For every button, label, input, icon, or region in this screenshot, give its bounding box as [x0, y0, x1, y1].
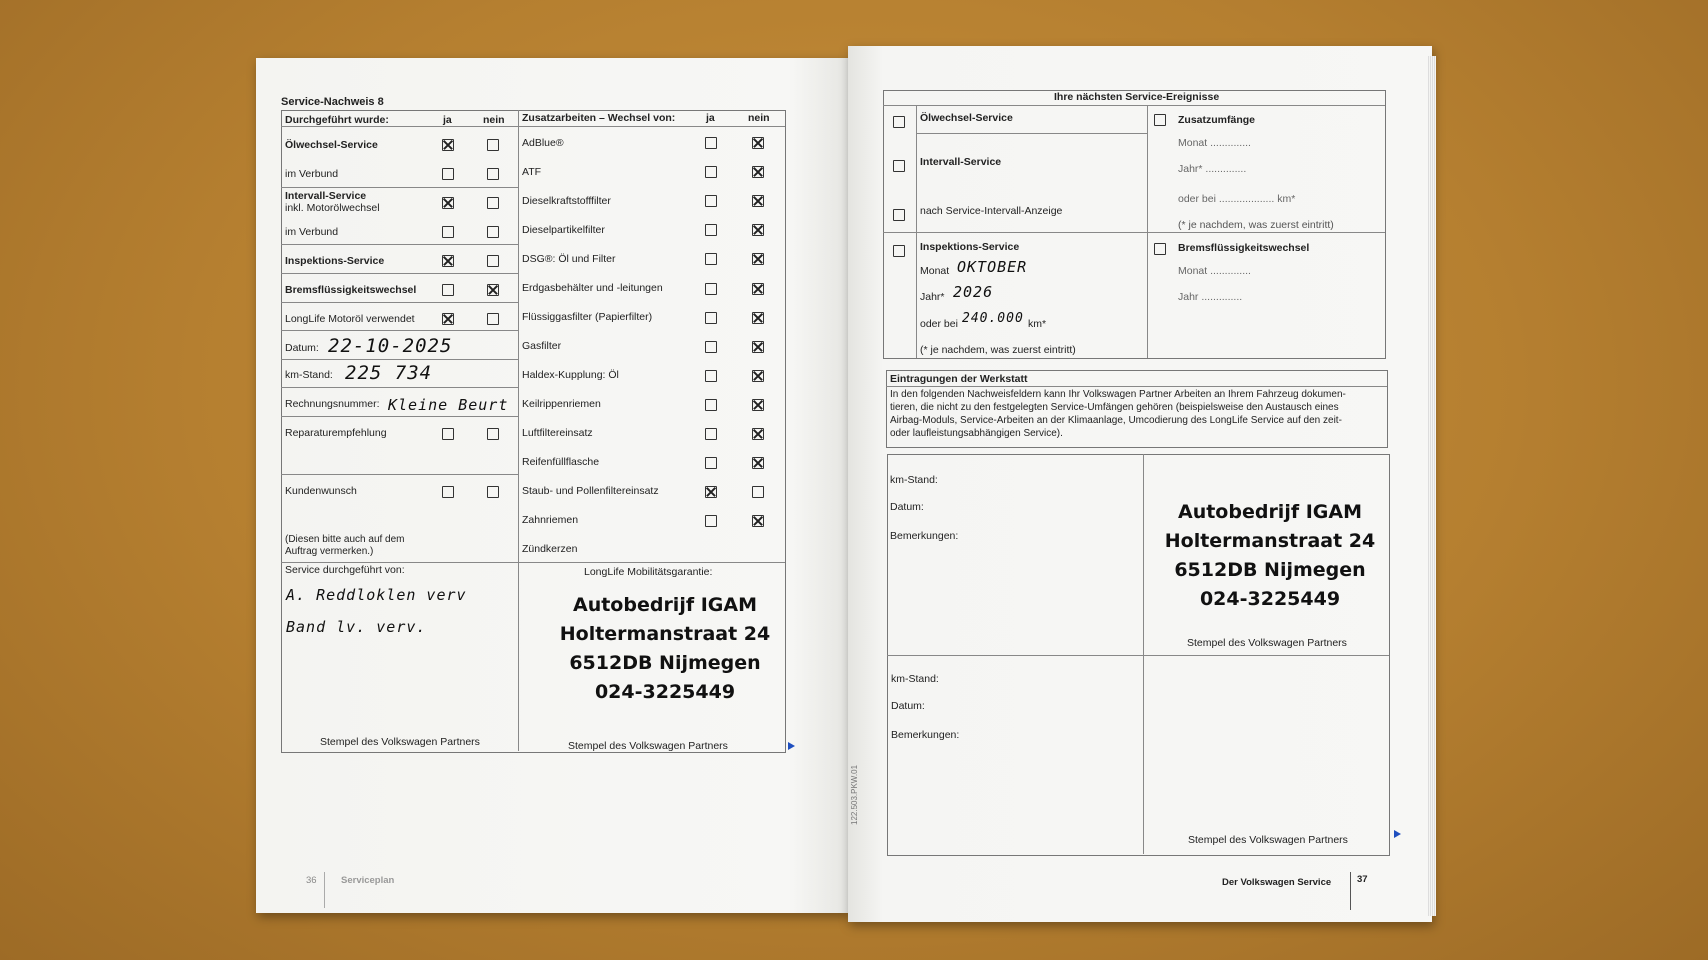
checkbox-nein[interactable] — [752, 253, 764, 265]
service-by-label: Service durchgeführt von: — [285, 564, 405, 576]
zusatz-jahr: Jahr* .............. — [1178, 163, 1247, 175]
row-label: Luftfiltereinsatz — [522, 427, 593, 439]
row-label: Staub- und Pollenfiltereinsatz — [522, 485, 659, 497]
row-divider — [281, 387, 518, 388]
side-code: 122.503.PKW.01 — [850, 764, 859, 825]
row-divider — [281, 474, 518, 475]
intervall-label: Intervall-Service — [920, 156, 1002, 168]
footer-text: Serviceplan — [341, 875, 395, 886]
right-col-header: Zusatzarbeiten – Wechsel von: — [522, 112, 676, 124]
nein-header: nein — [483, 114, 505, 126]
header-divider — [281, 126, 785, 127]
row-sublabel: inkl. Motorölwechsel — [285, 202, 380, 214]
eintrag-text-line: oder laufleistungsabhängigen Service). — [890, 428, 1063, 439]
checkbox-ja[interactable] — [705, 370, 717, 382]
row-divider — [281, 273, 518, 274]
footer-text: Der Volkswagen Service — [1222, 877, 1332, 888]
stamp-caption: Stempel des Volkswagen Partners — [320, 736, 480, 748]
workshop-stamp — [1145, 498, 1395, 614]
checkbox-ja[interactable] — [442, 284, 454, 296]
row-label: Zündkerzen — [522, 543, 578, 555]
checkbox-ja[interactable] — [705, 166, 717, 178]
checkbox-nein[interactable] — [487, 255, 499, 267]
checkbox-nein[interactable] — [752, 370, 764, 382]
inspektion-label: Inspektions-Service — [920, 241, 1020, 253]
brems-monat: Monat .............. — [1178, 265, 1251, 277]
row-divider — [281, 359, 518, 360]
row-label: Zahnriemen — [522, 514, 579, 526]
row-label: Erdgasbehälter und -leitungen — [522, 282, 663, 294]
row-label: Reifenfüllflasche — [522, 456, 600, 468]
row-label: AdBlue® — [522, 137, 564, 149]
datum-label: Datum: — [890, 501, 924, 513]
datum-value[interactable]: 22-10-2025 — [328, 335, 453, 357]
km-label: km-Stand: — [890, 474, 938, 486]
km-value[interactable]: 225 734 — [345, 362, 433, 384]
checkbox-ja[interactable] — [442, 486, 454, 498]
checkbox-ja[interactable] — [705, 399, 717, 411]
km-label: km-Stand: — [891, 673, 939, 685]
bemerk-label: Bemerkungen: — [891, 729, 960, 741]
next-arrow-icon — [1394, 830, 1401, 838]
row-label: im Verbund — [285, 168, 339, 180]
checkbox-nein[interactable] — [752, 457, 764, 469]
row-label: Gasfilter — [522, 340, 562, 352]
checkbox-nein[interactable] — [487, 284, 499, 296]
column-divider — [518, 110, 519, 751]
zusatz-je: (* je nachdem, was zuerst eintritt) — [1178, 219, 1334, 231]
checkbox-nein[interactable] — [752, 486, 764, 498]
row-label: ATF — [522, 166, 542, 178]
checkbox-nach-anzeige[interactable] — [893, 209, 905, 221]
checkbox-ja[interactable] — [705, 283, 717, 295]
header-divider — [886, 386, 1387, 387]
checkbox-nein[interactable] — [752, 137, 764, 149]
page-edge — [1428, 56, 1436, 916]
row-divider — [883, 232, 1385, 233]
stamp-caption: Stempel des Volkswagen Partners — [568, 740, 728, 752]
eintrag-text-line: Airbag-Moduls, Service-Arbeiten an der Klimaanlage, Umcodierung des LongLife Service auf den zeit- — [890, 415, 1342, 426]
zusatz-label: Zusatzumfänge — [1178, 114, 1256, 126]
row-label: LongLife Motoröl verwendet — [285, 313, 415, 325]
checkbox-ja[interactable] — [705, 195, 717, 207]
page-title: Service-Nachweis 8 — [281, 96, 384, 108]
nach-anzeige-label: nach Service-Intervall-Anzeige — [920, 205, 1063, 217]
checkbox-nein[interactable] — [752, 428, 764, 440]
checkbox-oelwechsel[interactable] — [893, 116, 905, 128]
monat-value[interactable]: OKTOBER — [957, 258, 1028, 276]
nein-header: nein — [748, 112, 770, 124]
eintrag-text-line: In den folgenden Nachweisfeldern kann Ihr Volkswagen Partner Arbeiten an Ihrem Fahrzeug dokumen- — [890, 389, 1346, 400]
footer-divider — [324, 872, 325, 908]
checkbox-ja[interactable] — [705, 457, 717, 469]
stamp-caption: Stempel des Volkswagen Partners — [1187, 637, 1347, 649]
checkbox-ja[interactable] — [705, 137, 717, 149]
checkbox-inspektion[interactable] — [893, 245, 905, 257]
hinweis: (Diesen bitte auch auf dem — [285, 534, 405, 545]
datum-label: Datum: — [285, 342, 319, 354]
brems-jahr: Jahr .............. — [1178, 291, 1243, 303]
checkbox-ja[interactable] — [705, 486, 717, 498]
bemerk-label: Bemerkungen: — [890, 530, 959, 542]
stamp-line: 024-3225449 — [1199, 588, 1341, 610]
row-divider — [281, 330, 518, 331]
footer-divider — [1350, 872, 1351, 910]
checkbox-intervall[interactable] — [893, 160, 905, 172]
checkbox-ja[interactable] — [442, 226, 454, 238]
row-label: Inspektions-Service — [285, 255, 385, 267]
checkbox-nein[interactable] — [487, 139, 499, 151]
row-divider — [281, 244, 518, 245]
row-label: Dieselkraftstofffilter — [522, 195, 611, 207]
header-divider — [883, 105, 1385, 106]
checkbox-nein[interactable] — [487, 197, 499, 209]
checkbox-nein[interactable] — [752, 283, 764, 295]
checkbox-nein[interactable] — [752, 224, 764, 236]
brems-label: Bremsflüssigkeitswechsel — [1178, 242, 1310, 254]
service-by-line[interactable]: A. Reddloklen verv — [286, 586, 467, 604]
row-divider — [916, 133, 1147, 134]
stamp-line: Holtermanstraat 24 — [1164, 530, 1376, 552]
checkbox-ja[interactable] — [442, 428, 454, 440]
checkbox-ja[interactable] — [442, 197, 454, 209]
row-label: DSG®: Öl und Filter — [522, 253, 616, 265]
stamp-line: 6512DB Nijmegen — [569, 652, 761, 674]
rechnung-label: Rechnungsnummer: — [285, 398, 380, 410]
row-label: Intervall-Service — [285, 190, 367, 202]
row-label: Keilrippenriemen — [522, 398, 601, 410]
zusatz-monat: Monat .............. — [1178, 137, 1251, 149]
section-divider — [281, 562, 785, 563]
checkbox-nein[interactable] — [752, 515, 764, 527]
left-col-header: Durchgeführt wurde: — [285, 114, 389, 126]
datum-label: Datum: — [891, 700, 925, 712]
column-divider — [1143, 454, 1144, 854]
jahr-label: Jahr* — [920, 291, 945, 303]
checkbox-ja[interactable] — [705, 428, 717, 440]
page-number: 37 — [1357, 874, 1368, 885]
checkbox-ja[interactable] — [705, 224, 717, 236]
checkbox-nein[interactable] — [487, 428, 499, 440]
row-divider — [281, 302, 518, 303]
km-unit: km* — [1028, 318, 1047, 330]
row-divider — [281, 416, 518, 417]
checkbox-ja[interactable] — [705, 515, 717, 527]
kundenwunsch-label: Kundenwunsch — [285, 485, 357, 497]
checkbox-nein[interactable] — [752, 399, 764, 411]
stamp-line: 024-3225449 — [594, 681, 736, 703]
checkbox-nein[interactable] — [487, 486, 499, 498]
stamp-line: Holtermanstraat 24 — [559, 623, 771, 645]
row-divider — [887, 655, 1389, 656]
checkbox-nein[interactable] — [487, 313, 499, 325]
oelwechsel-label: Ölwechsel-Service — [920, 112, 1013, 124]
checkbox-nein[interactable] — [487, 168, 499, 180]
checkbox-nein[interactable] — [752, 312, 764, 324]
row-divider — [281, 187, 518, 188]
je-nachdem: (* je nachdem, was zuerst eintritt) — [920, 344, 1076, 356]
eintrag-text-line: tieren, die nicht zu den festgelegten Service-Umfängen gehören (beispielsweise den Austausch eines — [890, 402, 1339, 413]
checkbox-nein[interactable] — [752, 166, 764, 178]
checkbox-ja[interactable] — [705, 312, 717, 324]
hinweis: Auftrag vermerken.) — [285, 546, 374, 557]
checkbox-ja[interactable] — [442, 168, 454, 180]
stamp-caption: Stempel des Volkswagen Partners — [1188, 834, 1348, 846]
ja-header: ja — [443, 114, 452, 126]
oder-bei-value[interactable]: 240.000 — [962, 311, 1024, 326]
next-arrow-icon — [788, 742, 795, 750]
stamp-line: Autobedrijf IGAM — [1177, 501, 1362, 523]
service-by-line[interactable]: Band lv. verv. — [286, 618, 427, 636]
row-label: Ölwechsel-Service — [285, 139, 378, 151]
row-label: Haldex-Kupplung: Öl — [522, 369, 619, 381]
checkbox-ja[interactable] — [442, 313, 454, 325]
checkbox-ja[interactable] — [705, 341, 717, 353]
rechnung-value[interactable]: Kleine Beurt — [388, 396, 509, 414]
checkbox-zusatz[interactable] — [1154, 114, 1166, 126]
row-label: Dieselpartikelfilter — [522, 224, 605, 236]
stamp-line: 6512DB Nijmegen — [1174, 559, 1366, 581]
stamp-line: Autobedrijf IGAM — [572, 594, 757, 616]
checkbox-ja[interactable] — [705, 253, 717, 265]
jahr-value[interactable]: 2026 — [953, 283, 994, 301]
row-label: Flüssiggasfilter (Papierfilter) — [522, 311, 653, 323]
checkbox-ja[interactable] — [442, 255, 454, 267]
checkbox-brems[interactable] — [1154, 243, 1166, 255]
ja-header: ja — [706, 112, 715, 124]
reparatur-label: Reparaturempfehlung — [285, 427, 387, 439]
checkbox-ja[interactable] — [442, 139, 454, 151]
km-label: km-Stand: — [285, 369, 333, 381]
eintrag-title: Eintragungen der Werkstatt — [890, 373, 1028, 385]
next-events-header: Ihre nächsten Service-Ereignisse — [1054, 91, 1220, 103]
workshop-stamp — [540, 591, 790, 707]
checkbox-nein[interactable] — [752, 341, 764, 353]
row-label: im Verbund — [285, 226, 339, 238]
oder-bei-label: oder bei — [920, 318, 958, 330]
row-label: Bremsflüssigkeitswechsel — [285, 284, 417, 296]
mobility-label: LongLife Mobilitätsgarantie: — [584, 566, 713, 578]
checkbox-nein[interactable] — [752, 195, 764, 207]
monat-label: Monat — [920, 265, 950, 277]
page-number: 36 — [306, 875, 317, 886]
checkbox-nein[interactable] — [487, 226, 499, 238]
zusatz-oder: oder bei ................... km* — [1178, 193, 1296, 205]
